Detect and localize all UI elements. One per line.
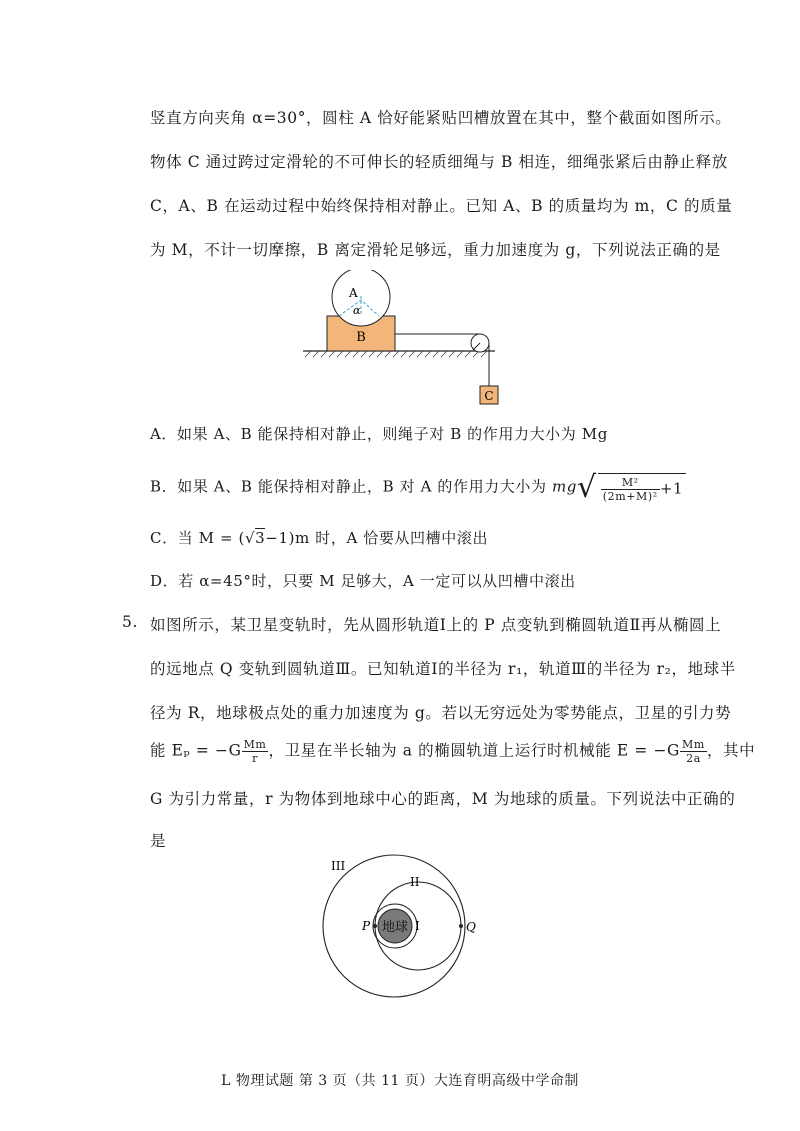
earth-label: 地球 xyxy=(381,920,409,935)
q5-line4-b: ，卫星在半长轴为 a 的椭圆轨道上运行时机械能 E = −G xyxy=(268,741,681,760)
label-iii: III xyxy=(331,859,346,873)
q4-figure xyxy=(295,270,525,410)
option-b-numerator: M² xyxy=(601,476,660,490)
block-c-label: C xyxy=(484,389,494,403)
page-footer: L 物理试题 第 3 页（共 11 页）大连育明高级中学命制 xyxy=(221,1073,579,1089)
label-ii: II xyxy=(410,875,420,889)
potential-denominator: r xyxy=(252,752,258,765)
label-p: P xyxy=(362,919,371,933)
cylinder-a-label: A xyxy=(349,286,358,300)
option-b-fraction xyxy=(601,476,660,503)
q5-text-line-5: G 为引力常量，r 为物体到地球中心的距离，M 为地球的质量。下列说法中正确的 xyxy=(150,790,736,808)
potential-fraction xyxy=(242,738,269,765)
q5-number: 5. xyxy=(122,613,138,631)
option-a: A．如果 A、B 能保持相对静止，则绳子对 B 的作用力大小为 Mg xyxy=(150,425,608,443)
q5-text-line-3: 径为 R，地球极点处的重力加速度为 g。若以无穷远处为零势能点，卫星的引力势 xyxy=(150,704,732,722)
q5-text-line-2: 的远地点 Q 变轨到圆轨道Ⅲ。已知轨道Ⅰ的半径为 r₁，轨道Ⅲ的半径为 r₂，地球半 xyxy=(150,660,736,678)
label-q: Q xyxy=(466,920,476,934)
energy-denominator: 2a xyxy=(686,752,701,765)
q5-orbit-figure xyxy=(315,850,495,1025)
q4-text-line-2: 物体 C 通过跨过定滑轮的不可伸长的轻质细绳与 B 相连，细绳张紧后由静止释放 xyxy=(150,153,728,171)
label-i: I xyxy=(415,919,420,933)
q5-line4-a: 能 Eₚ = −G xyxy=(150,741,242,760)
q4-text-line-4: 为 M，不计一切摩擦，B 离定滑轮足够远，重力加速度为 g，下列说法正确的是 xyxy=(150,241,721,259)
option-c-pre: C．当 M = ( xyxy=(150,529,245,547)
option-b xyxy=(150,470,686,505)
energy-numerator: Mm xyxy=(682,738,705,751)
option-c-post: −1)m 时，A 恰要从凹槽中滚出 xyxy=(265,529,489,547)
option-b-radicand xyxy=(598,473,686,503)
option-b-plus: +1 xyxy=(659,479,684,497)
q4-text-line-3: C，A、B 在运动过程中始终保持相对静止。已知 A、B 的质量均为 m，C 的质量 xyxy=(150,197,733,215)
q5-text-line-6: 是 xyxy=(150,832,167,850)
point-q xyxy=(459,924,463,928)
q4-text-line-1: 竖直方向夹角 α=30°，圆柱 A 恰好能紧贴凹槽放置在其中，整个截面如图所示。 xyxy=(150,109,732,127)
sqrt-sign: √ xyxy=(576,470,597,505)
option-b-mg: mg xyxy=(551,477,577,496)
q5-line4-c: ，其中 xyxy=(706,741,756,760)
ground xyxy=(303,351,495,357)
option-b-text: B．如果 A、B 能保持相对静止，B 对 A 的作用力大小为 xyxy=(150,477,547,496)
block-b-label: B xyxy=(356,330,366,345)
sqrt-sign-c: √ xyxy=(244,529,256,547)
potential-numerator: Mm xyxy=(243,738,267,751)
point-p xyxy=(373,924,377,928)
q5-text-line-1: 如图所示，某卫星变轨时，先从圆形轨道Ⅰ上的 P 点变轨到椭圆轨道Ⅱ再从椭圆上 xyxy=(150,616,722,634)
option-d: D．若 α=45°时，只要 M 足够大，A 一定可以从凹槽中滚出 xyxy=(150,572,576,590)
option-c-sqrt: 3 xyxy=(255,529,266,547)
energy-fraction xyxy=(680,738,707,765)
q5-text-line-4 xyxy=(150,738,755,765)
angle-alpha-label: α xyxy=(353,304,361,317)
option-b-denominator: (2m+M)² xyxy=(602,489,658,503)
option-c xyxy=(150,527,488,548)
